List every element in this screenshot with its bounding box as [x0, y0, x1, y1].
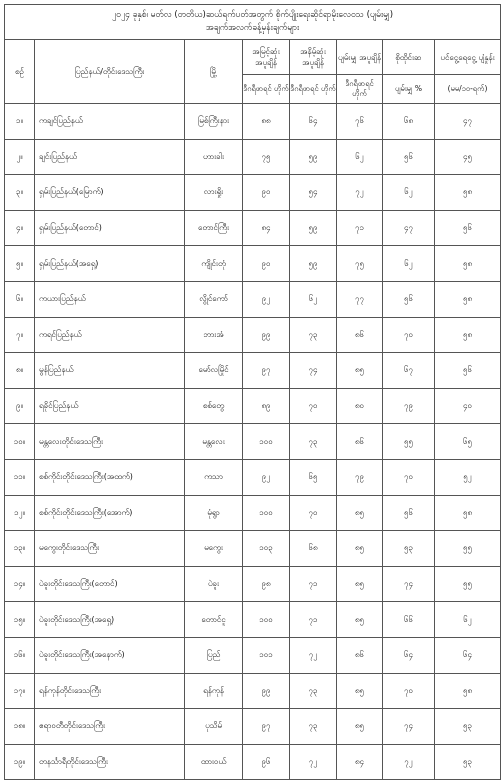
header-humidity: စိုထိုင်းဆ [383, 40, 435, 75]
cell-region: ကရင်ပြည်နယ် [35, 317, 185, 353]
cell-avg-temp: ၈၆ [337, 424, 383, 460]
cell-region: ရှမ်းပြည်နယ်(အရှေ့) [35, 246, 185, 282]
cell-max-temp: ၉၉ [243, 317, 290, 353]
cell-region: ရှမ်းပြည်နယ်(တောင်) [35, 210, 185, 246]
cell-min-temp: ၇၃ [290, 673, 337, 709]
unit-evaporation: (မမ/၁၀-ရက်) [435, 75, 501, 104]
header-max-temp: အမြင့်ဆုံး အပူချိန် [243, 40, 290, 75]
table-row [5, 709, 501, 745]
cell-min-temp: ၆၂ [290, 281, 337, 317]
cell-region: ပဲခူးတိုင်းဒေသကြီး(အရှေ့) [35, 602, 185, 638]
cell-no: ၄။ [5, 210, 35, 246]
unit-max-temp: ဒီဂရီဖာရင် ဟိုက် [243, 75, 290, 104]
cell-city: မြစ်ကြီးနား [185, 104, 243, 140]
cell-no: ၅။ [5, 246, 35, 282]
cell-max-temp: ၉၆ [243, 744, 290, 780]
cell-region: ချင်းပြည်နယ် [35, 139, 185, 175]
table-row [5, 281, 501, 317]
forecast-sheet [4, 4, 500, 766]
table-row [5, 673, 501, 709]
cell-region: တနင်္သာရီတိုင်းဒေသကြီး [35, 744, 185, 780]
cell-avg-temp: ၇၅ [337, 246, 383, 282]
cell-min-temp: ၅၄ [290, 175, 337, 211]
cell-avg-temp: ၇၁ [337, 210, 383, 246]
cell-no: ၁၀။ [5, 424, 35, 460]
cell-region: ဧရာဝတီတိုင်းဒေသကြီး [35, 709, 185, 745]
cell-avg-temp: ၈၅ [337, 353, 383, 389]
cell-evaporation: ၅၃ [435, 709, 501, 745]
cell-evaporation: ၆၂ [435, 602, 501, 638]
table-row [5, 637, 501, 673]
cell-avg-temp: ၈၅ [337, 495, 383, 531]
header-no: စဉ် [5, 40, 35, 104]
cell-humidity: ၅၆ [383, 139, 435, 175]
cell-city: လွိုင်ကော် [185, 281, 243, 317]
cell-no: ၈။ [5, 353, 35, 389]
cell-avg-temp: ၈၅ [337, 673, 383, 709]
forecast-table [4, 4, 501, 780]
cell-evaporation: ၅၈ [435, 281, 501, 317]
cell-avg-temp: ၇၂ [337, 175, 383, 211]
cell-no: ၆။ [5, 281, 35, 317]
cell-min-temp: ၇၁ [290, 602, 337, 638]
cell-city: ကသာ [185, 459, 243, 495]
cell-city: စစ်တွေ [185, 388, 243, 424]
cell-no: ၂။ [5, 139, 35, 175]
cell-min-temp: ၇၃ [290, 317, 337, 353]
title-line-1: ၂၀၂၄ ခုနှစ်၊ မတ်လ (တတိယ)ဆယ်ရက်ပတ်အတွက် စိုက်ပျိုးရေးဆိုင်ရာမိုးလေဝသ (ပျမ်းမျှ) [112, 10, 394, 20]
cell-max-temp: ၉၉ [243, 673, 290, 709]
cell-humidity: ၆၆ [383, 602, 435, 638]
table-row [5, 495, 501, 531]
cell-evaporation: ၄၀ [435, 388, 501, 424]
cell-max-temp: ၁၀၀ [243, 602, 290, 638]
cell-no: ၁၆။ [5, 637, 35, 673]
cell-evaporation: ၅၆ [435, 353, 501, 389]
header-avg-temp: ပျမ်းမျှ အပူချိန် [337, 40, 383, 75]
cell-region: ပဲခူးတိုင်းဒေသကြီး(အနောက်) [35, 637, 185, 673]
cell-avg-temp: ၈၀ [337, 388, 383, 424]
table-row [5, 317, 501, 353]
cell-humidity: ၆၂ [383, 175, 435, 211]
cell-humidity: ၅၃ [383, 531, 435, 567]
table-row [5, 424, 501, 460]
cell-avg-temp: ၈၆ [337, 317, 383, 353]
cell-no: ၃။ [5, 175, 35, 211]
cell-evaporation: ၅၂ [435, 459, 501, 495]
cell-no: ၁။ [5, 104, 35, 140]
cell-max-temp: ၁၀၃ [243, 531, 290, 567]
cell-min-temp: ၇၃ [290, 424, 337, 460]
table-row [5, 246, 501, 282]
table-row [5, 104, 501, 140]
cell-no: ၉။ [5, 388, 35, 424]
cell-evaporation: ၅၃ [435, 744, 501, 780]
cell-region: ရှမ်းပြည်နယ်(မြောက်) [35, 175, 185, 211]
cell-humidity: ၆၂ [383, 246, 435, 282]
cell-no: ၁၉။ [5, 744, 35, 780]
cell-evaporation: ၅၈ [435, 246, 501, 282]
header-region: ပြည်နယ်/တိုင်းဒေသကြီး [35, 40, 185, 104]
cell-min-temp: ၅၉ [290, 210, 337, 246]
cell-region: ပဲခူးတိုင်းဒေသကြီး(တောင်) [35, 566, 185, 602]
table-row [5, 531, 501, 567]
cell-city: လားရှိုး [185, 175, 243, 211]
cell-humidity: ၇၄ [383, 709, 435, 745]
cell-city: ပဲခူး [185, 566, 243, 602]
cell-region: စစ်ကိုင်းတိုင်းဒေသကြီး(အထက်) [35, 459, 185, 495]
cell-region: ကချင်ပြည်နယ် [35, 104, 185, 140]
cell-humidity: ၆၄ [383, 637, 435, 673]
cell-no: ၁၅။ [5, 602, 35, 638]
title-line-2: အချက်အလက်ခန့်မှန်းချက်များ [205, 23, 300, 33]
cell-min-temp: ၅၉ [290, 246, 337, 282]
cell-city: မကွေး [185, 531, 243, 567]
cell-region: ရခိုင်ပြည်နယ် [35, 388, 185, 424]
cell-max-temp: ၈၉ [243, 388, 290, 424]
cell-city: ရန်ကုန် [185, 673, 243, 709]
cell-max-temp: ၉၀ [243, 175, 290, 211]
header-evaporation: ပင်ငွေ့ရေငွေ့ ပျံနှုန်း [435, 40, 501, 75]
cell-humidity: ၅၆ [383, 495, 435, 531]
cell-no: ၁၁။ [5, 459, 35, 495]
cell-no: ၁၈။ [5, 709, 35, 745]
cell-city: တောင်ကြီး [185, 210, 243, 246]
cell-avg-temp: ၈၆ [337, 637, 383, 673]
unit-min-temp: ဒီဂရီဖာရင် ဟိုက် [290, 75, 337, 104]
cell-max-temp: ၁၀၀ [243, 495, 290, 531]
cell-min-temp: ၆၈ [290, 531, 337, 567]
cell-max-temp: ၈၈ [243, 104, 290, 140]
cell-max-temp: ၉၂ [243, 459, 290, 495]
cell-humidity: ၇၉ [383, 388, 435, 424]
cell-humidity: ၆၇ [383, 353, 435, 389]
cell-city: ပုသိမ် [185, 709, 243, 745]
table-row [5, 388, 501, 424]
table-row [5, 210, 501, 246]
cell-region: ရန်ကုန်တိုင်းဒေသကြီး [35, 673, 185, 709]
cell-city: မုံရွာ [185, 495, 243, 531]
cell-region: ကယားပြည်နယ် [35, 281, 185, 317]
cell-humidity: ၇၄ [383, 566, 435, 602]
cell-evaporation: ၆၄ [435, 637, 501, 673]
cell-max-temp: ၉၇ [243, 709, 290, 745]
table-title [5, 5, 501, 40]
cell-no: ၇။ [5, 317, 35, 353]
cell-evaporation: ၅၈ [435, 317, 501, 353]
cell-city: ထားဝယ် [185, 744, 243, 780]
cell-min-temp: ၇၀ [290, 388, 337, 424]
cell-city: မော်လမြိုင် [185, 353, 243, 389]
cell-city: ဟားခါး [185, 139, 243, 175]
cell-evaporation: ၅၅ [435, 531, 501, 567]
cell-humidity: ၇၀ [383, 673, 435, 709]
table-row [5, 459, 501, 495]
cell-region: မန္တလေးတိုင်းဒေသကြီး [35, 424, 185, 460]
cell-avg-temp: ၆၂ [337, 139, 383, 175]
cell-evaporation: ၅၈ [435, 673, 501, 709]
cell-min-temp: ၆၅ [290, 459, 337, 495]
cell-max-temp: ၉၇ [243, 353, 290, 389]
cell-city: မန္တလေး [185, 424, 243, 460]
cell-no: ၁၂။ [5, 495, 35, 531]
cell-avg-temp: ၈၅ [337, 566, 383, 602]
cell-min-temp: ၇၀ [290, 495, 337, 531]
table-row [5, 175, 501, 211]
cell-no: ၁၇။ [5, 673, 35, 709]
cell-humidity: ၇၀ [383, 317, 435, 353]
header-city: မြို့ [185, 40, 243, 104]
cell-region: မကွေးတိုင်းဒေသကြီး [35, 531, 185, 567]
cell-min-temp: ၇၂ [290, 744, 337, 780]
cell-evaporation: ၄၅ [435, 139, 501, 175]
cell-humidity: ၆၈ [383, 104, 435, 140]
cell-avg-temp: ၇၉ [337, 459, 383, 495]
cell-max-temp: ၉၈ [243, 566, 290, 602]
cell-evaporation: ၅၅ [435, 566, 501, 602]
cell-evaporation: ၅၈ [435, 495, 501, 531]
cell-evaporation: ၄၇ [435, 104, 501, 140]
cell-max-temp: ၉၀ [243, 246, 290, 282]
cell-humidity: ၅၆ [383, 281, 435, 317]
table-row [5, 139, 501, 175]
cell-max-temp: ၉၂ [243, 281, 290, 317]
cell-avg-temp: ၈၅ [337, 531, 383, 567]
cell-humidity: ၇၀ [383, 459, 435, 495]
cell-region: မွန်ပြည်နယ် [35, 353, 185, 389]
cell-city: ဘားအံ [185, 317, 243, 353]
cell-humidity: ၇၂ [383, 744, 435, 780]
cell-min-temp: ၇၃ [290, 709, 337, 745]
cell-avg-temp: ၇၆ [337, 104, 383, 140]
cell-city: ပြည် [185, 637, 243, 673]
cell-humidity: ၅၅ [383, 424, 435, 460]
cell-max-temp: ၁၀၁ [243, 637, 290, 673]
cell-min-temp: ၇၄ [290, 353, 337, 389]
cell-evaporation: ၆၅ [435, 424, 501, 460]
table-row [5, 353, 501, 389]
cell-city: တောင်ငူ [185, 602, 243, 638]
cell-region: စစ်ကိုင်းတိုင်းဒေသကြီး(အောက်) [35, 495, 185, 531]
cell-evaporation: ၅၈ [435, 175, 501, 211]
table-row [5, 602, 501, 638]
cell-max-temp: ၇၅ [243, 139, 290, 175]
unit-avg-temp: ဒီဂရီဖာရင် ဟိုက် [337, 75, 383, 104]
cell-max-temp: ၁၀၀ [243, 424, 290, 460]
table-body [5, 104, 501, 780]
header-min-temp: အနိမ့်ဆုံး အပူချိန် [290, 40, 337, 75]
cell-evaporation: ၅၆ [435, 210, 501, 246]
table-row [5, 744, 501, 780]
unit-humidity: ပျမ်းမျှ % [383, 75, 435, 104]
cell-no: ၁၃။ [5, 531, 35, 567]
cell-min-temp: ၆၄ [290, 104, 337, 140]
cell-city: ကျိုင်းတုံ [185, 246, 243, 282]
cell-no: ၁၄။ [5, 566, 35, 602]
cell-avg-temp: ၈၅ [337, 709, 383, 745]
cell-avg-temp: ၈၅ [337, 602, 383, 638]
table-row [5, 566, 501, 602]
cell-max-temp: ၈၄ [243, 210, 290, 246]
cell-humidity: ၄၇ [383, 210, 435, 246]
cell-avg-temp: ၇၇ [337, 281, 383, 317]
cell-min-temp: ၇၂ [290, 637, 337, 673]
cell-avg-temp: ၈၄ [337, 744, 383, 780]
cell-min-temp: ၅၉ [290, 139, 337, 175]
cell-min-temp: ၇၁ [290, 566, 337, 602]
